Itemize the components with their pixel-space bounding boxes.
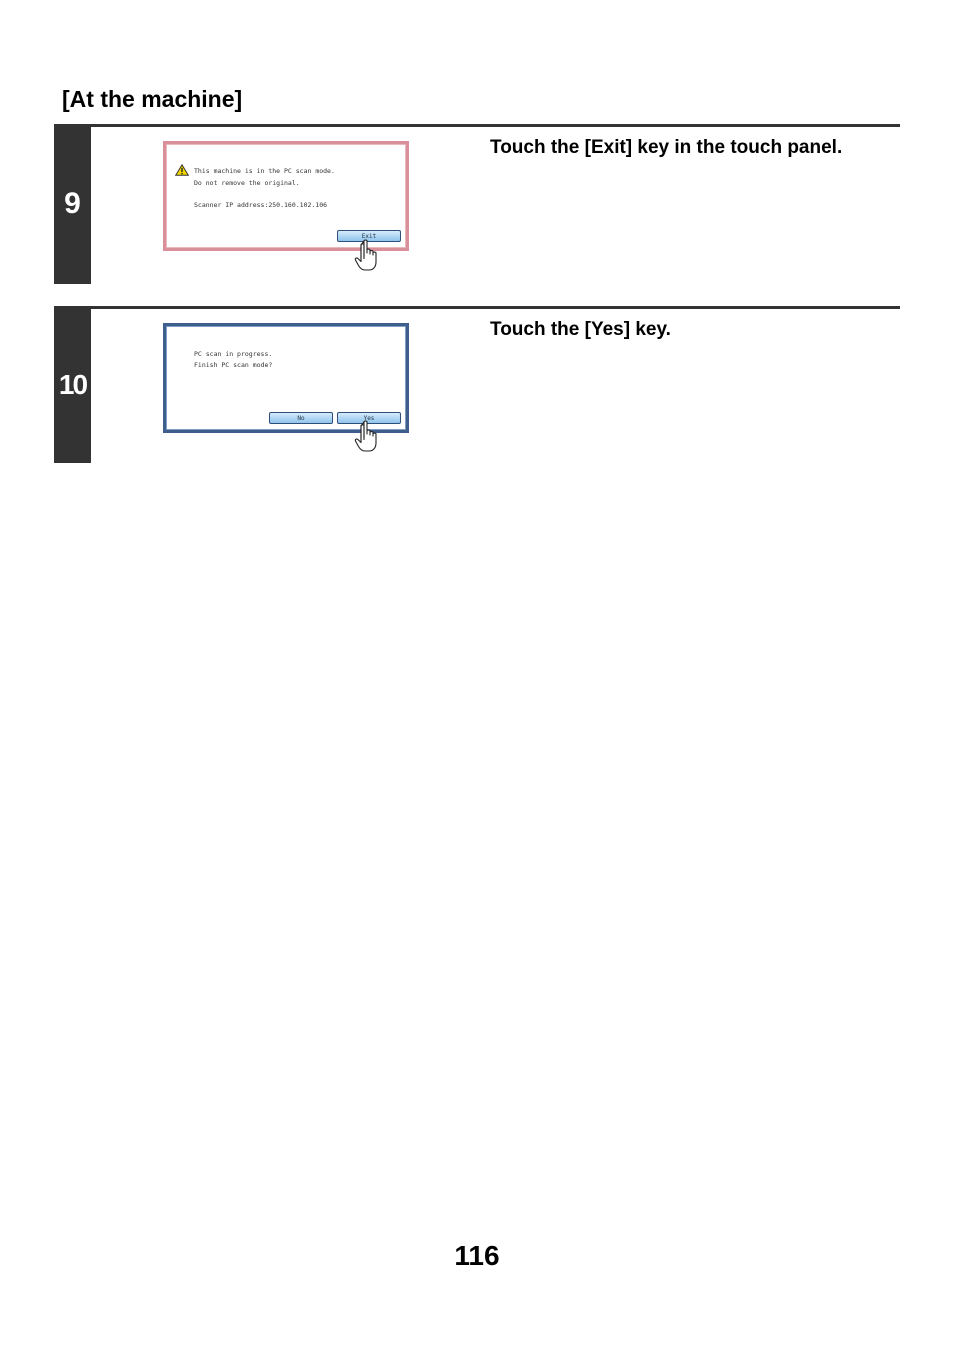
step-instruction: Touch the [Yes] key. (490, 319, 671, 340)
step-number: 10 (54, 306, 91, 463)
step-9 (54, 124, 900, 285)
pointing-hand-icon (354, 420, 388, 454)
panel-message-line: Finish PC scan mode? (194, 361, 273, 369)
panel-message-line: Scanner IP address:250.160.102.106 (194, 201, 328, 209)
pointing-hand-icon (354, 239, 388, 273)
yes-key[interactable]: Yes (337, 412, 401, 424)
step-instruction: Touch the [Exit] key in the touch panel. (490, 137, 843, 158)
exit-key[interactable]: Exit (337, 230, 401, 242)
panel-message-line: Do not remove the original. (194, 179, 300, 187)
no-key[interactable]: No (269, 412, 333, 424)
warning-triangle-icon (175, 164, 189, 176)
section-title: [At the machine] (62, 86, 243, 112)
touch-panel-screenshot (163, 141, 409, 251)
panel-message-line: This machine is in the PC scan mode. (194, 167, 335, 175)
touch-panel-screenshot (163, 323, 409, 433)
panel-message-line: PC scan in progress. (194, 350, 273, 358)
step-divider (54, 306, 900, 309)
page-number: 116 (454, 1240, 500, 1271)
step-number: 9 (54, 124, 91, 284)
step-10 (54, 306, 900, 464)
step-divider (54, 124, 900, 127)
